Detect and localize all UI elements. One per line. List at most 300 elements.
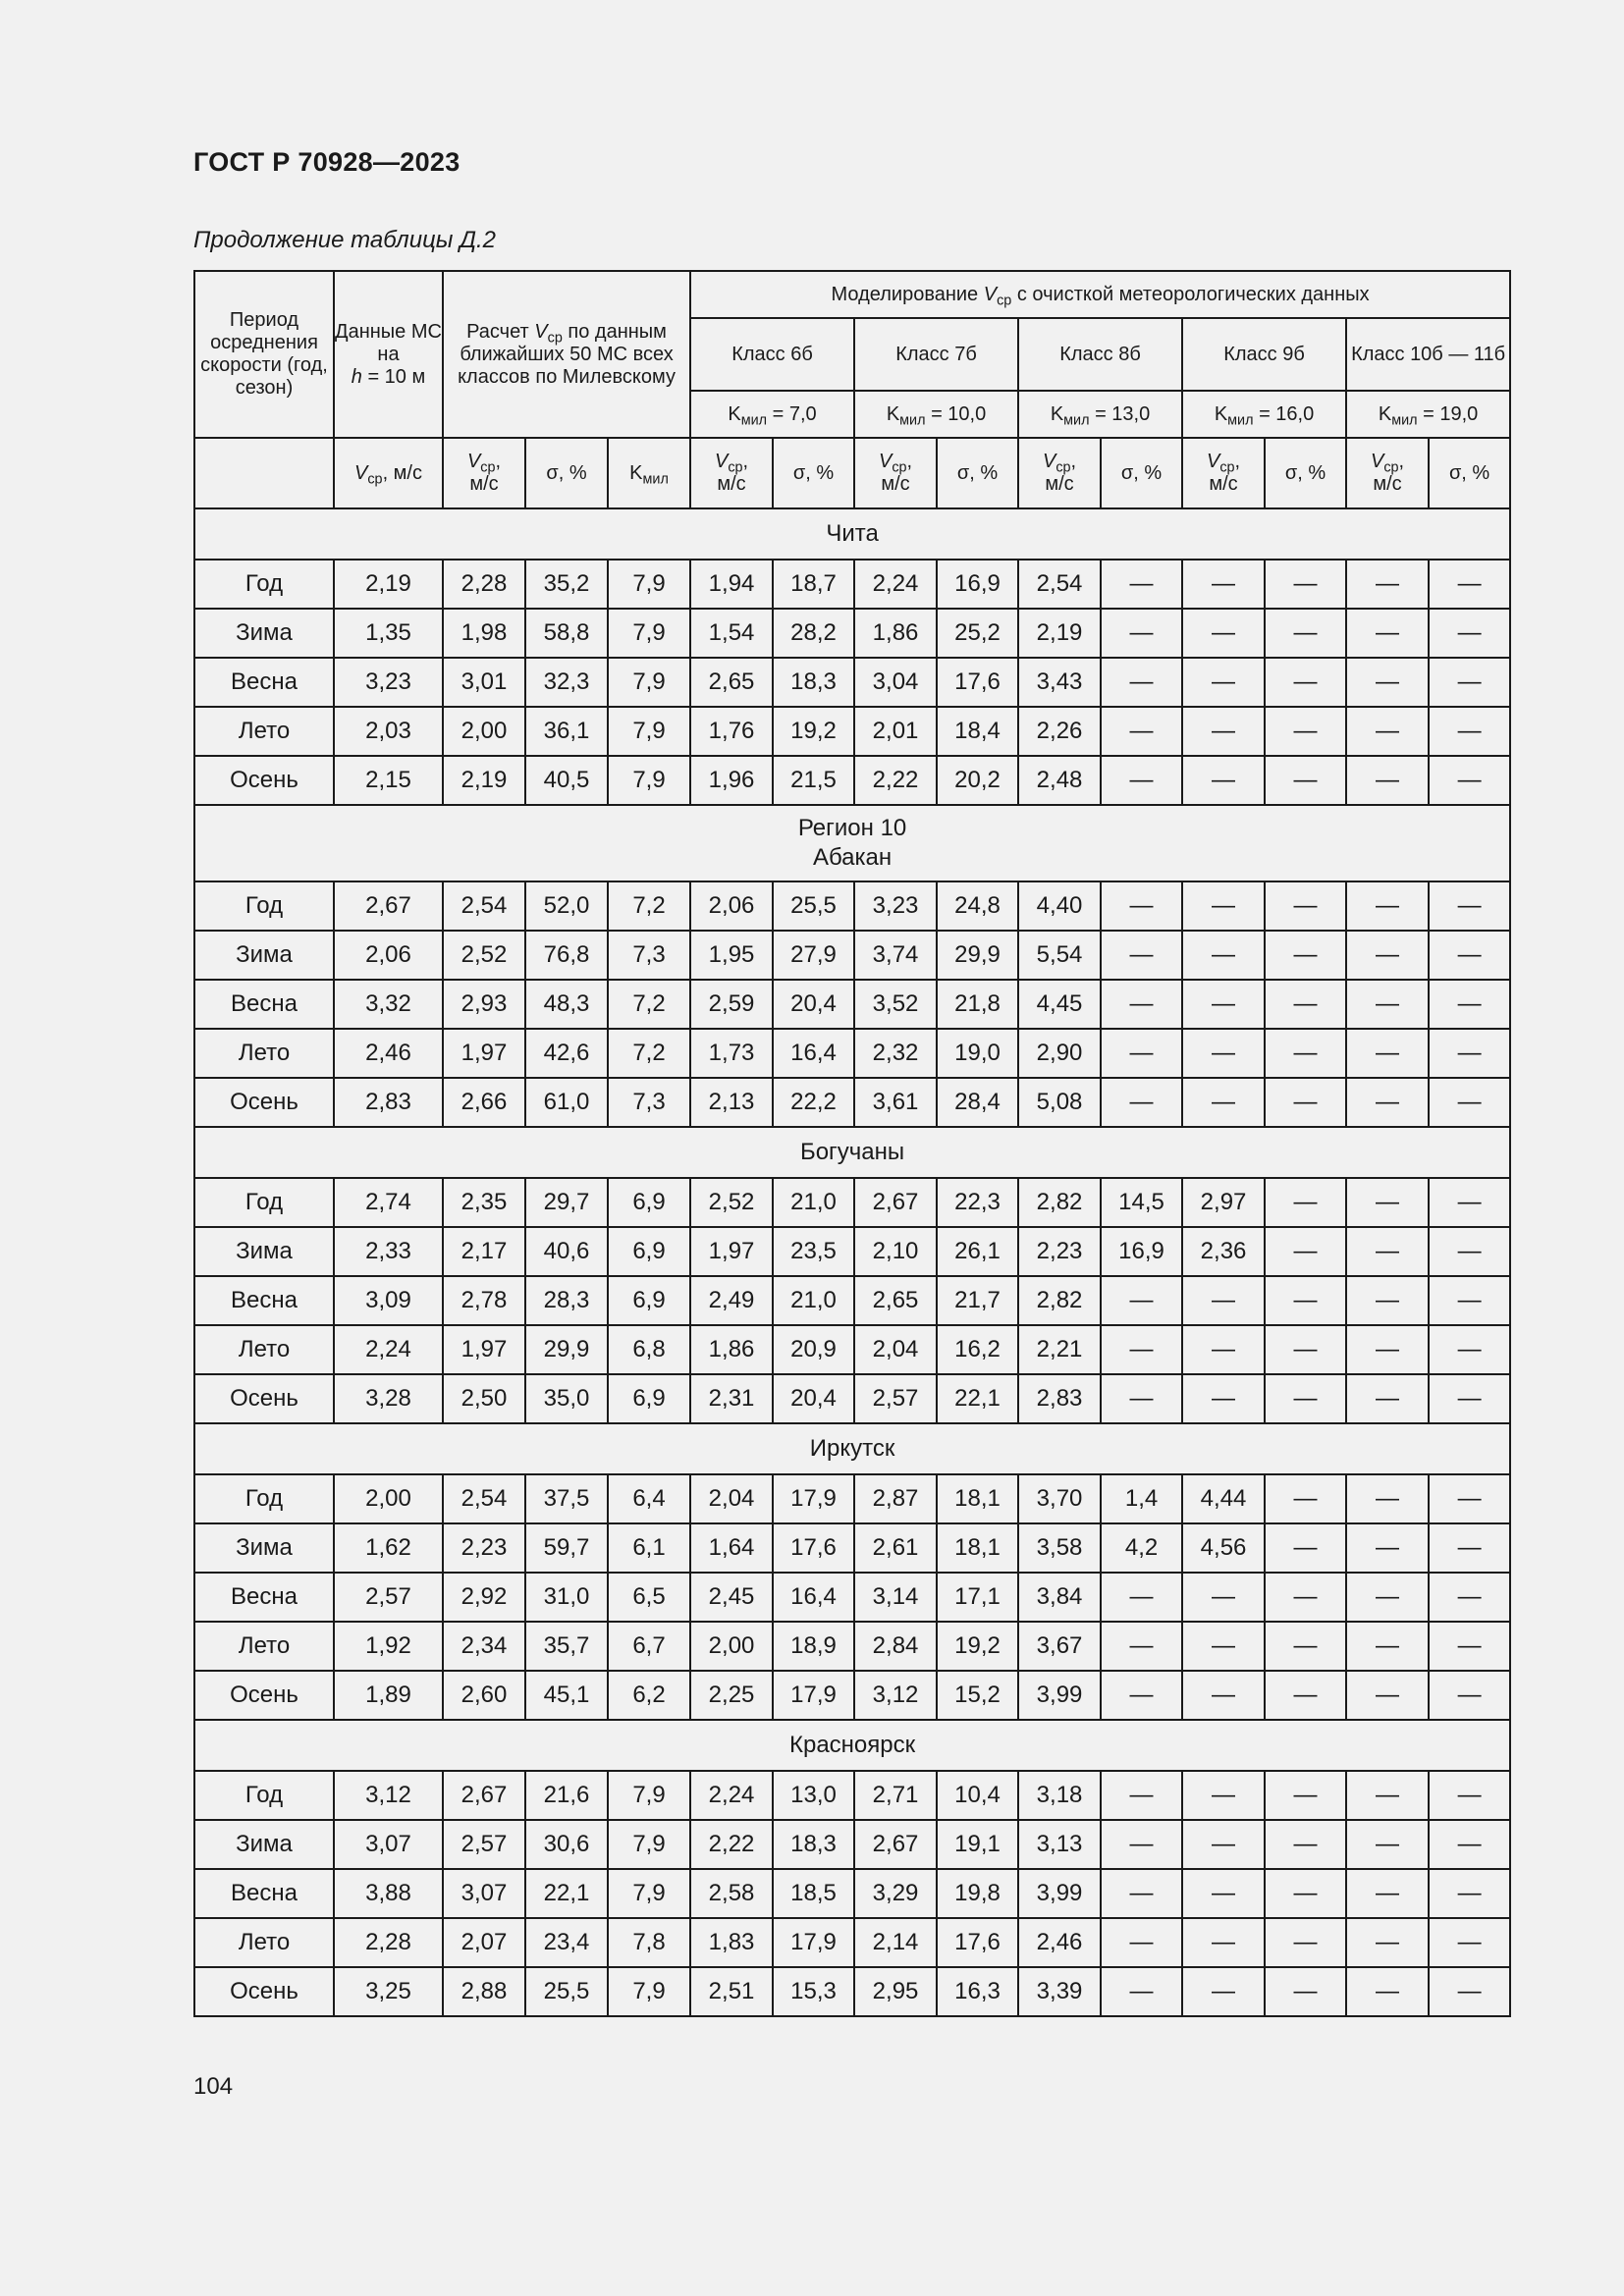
value-cell: 37,5 xyxy=(525,1474,608,1523)
value-cell: 2,67 xyxy=(334,881,443,931)
value-cell: 2,23 xyxy=(1018,1227,1101,1276)
header-ms-data: Данные МС на h = 10 м xyxy=(334,271,443,438)
value-cell: — xyxy=(1429,1474,1510,1523)
table-row xyxy=(194,756,1510,805)
value-cell: 76,8 xyxy=(525,931,608,980)
value-cell: 7,9 xyxy=(608,658,690,707)
value-cell: — xyxy=(1265,1474,1346,1523)
value-cell: — xyxy=(1429,1771,1510,1820)
value-cell: — xyxy=(1265,1918,1346,1967)
value-cell: 25,5 xyxy=(773,881,854,931)
value-cell: 3,01 xyxy=(443,658,525,707)
value-cell: 2,51 xyxy=(690,1967,773,2016)
value-cell: 2,83 xyxy=(334,1078,443,1127)
value-cell: — xyxy=(1265,1227,1346,1276)
value-cell: 2,50 xyxy=(443,1374,525,1423)
value-cell: — xyxy=(1346,1869,1429,1918)
header-class-6b: Класс 6б xyxy=(690,318,854,391)
value-cell: — xyxy=(1346,881,1429,931)
value-cell: 35,2 xyxy=(525,560,608,609)
value-cell: 16,9 xyxy=(1101,1227,1182,1276)
value-cell: — xyxy=(1182,609,1265,658)
value-cell: — xyxy=(1429,1671,1510,1720)
value-cell: — xyxy=(1346,1276,1429,1325)
value-cell: 29,7 xyxy=(525,1178,608,1227)
value-cell: 3,12 xyxy=(854,1671,937,1720)
value-cell: 40,6 xyxy=(525,1227,608,1276)
value-cell: — xyxy=(1101,1078,1182,1127)
value-cell: 2,95 xyxy=(854,1967,937,2016)
value-cell: — xyxy=(1346,1820,1429,1869)
value-cell: — xyxy=(1346,1178,1429,1227)
value-cell: — xyxy=(1265,1078,1346,1127)
value-cell: 3,07 xyxy=(334,1820,443,1869)
value-cell: 3,32 xyxy=(334,980,443,1029)
value-cell: 1,97 xyxy=(690,1227,773,1276)
value-cell: — xyxy=(1101,1771,1182,1820)
value-cell: 16,3 xyxy=(937,1967,1018,2016)
value-cell: 61,0 xyxy=(525,1078,608,1127)
value-cell: — xyxy=(1182,1869,1265,1918)
value-cell: 18,5 xyxy=(773,1869,854,1918)
value-cell: 17,6 xyxy=(773,1523,854,1573)
table-row xyxy=(194,1374,1510,1423)
value-cell: — xyxy=(1265,1523,1346,1573)
table-row xyxy=(194,707,1510,756)
value-cell: — xyxy=(1182,1374,1265,1423)
value-cell: — xyxy=(1182,1671,1265,1720)
value-cell: 23,5 xyxy=(773,1227,854,1276)
value-cell: — xyxy=(1101,1869,1182,1918)
value-cell: 6,7 xyxy=(608,1622,690,1671)
value-cell: 17,6 xyxy=(937,658,1018,707)
table-row xyxy=(194,1178,1510,1227)
value-cell: — xyxy=(1346,1227,1429,1276)
value-cell: 4,56 xyxy=(1182,1523,1265,1573)
value-cell: 18,9 xyxy=(773,1622,854,1671)
value-cell: — xyxy=(1101,881,1182,931)
value-cell: 19,2 xyxy=(937,1622,1018,1671)
value-cell: 2,35 xyxy=(443,1178,525,1227)
value-cell: 7,9 xyxy=(608,707,690,756)
value-cell: 16,4 xyxy=(773,1029,854,1078)
value-cell: 19,0 xyxy=(937,1029,1018,1078)
value-cell: 2,46 xyxy=(334,1029,443,1078)
value-cell: 2,82 xyxy=(1018,1276,1101,1325)
value-cell: — xyxy=(1429,1227,1510,1276)
value-cell: — xyxy=(1265,1029,1346,1078)
value-cell: — xyxy=(1429,1374,1510,1423)
value-cell: 3,12 xyxy=(334,1771,443,1820)
value-cell: — xyxy=(1182,707,1265,756)
value-cell: — xyxy=(1265,1178,1346,1227)
value-cell: 28,2 xyxy=(773,609,854,658)
value-cell: — xyxy=(1429,1967,1510,2016)
period-cell: Лето xyxy=(194,1622,334,1671)
value-cell: 20,9 xyxy=(773,1325,854,1374)
value-cell: 6,9 xyxy=(608,1276,690,1325)
header-kmil-10b: $K_{мил} = 19,0$ xyxy=(1346,391,1510,438)
value-cell: 22,1 xyxy=(937,1374,1018,1423)
value-cell: — xyxy=(1265,560,1346,609)
table-row xyxy=(194,1573,1510,1622)
value-cell: 3,52 xyxy=(854,980,937,1029)
section-title: Богучаны xyxy=(194,1127,1510,1178)
value-cell: 3,13 xyxy=(1018,1820,1101,1869)
value-cell: 7,2 xyxy=(608,980,690,1029)
table-row xyxy=(194,658,1510,707)
value-cell: 2,07 xyxy=(443,1918,525,1967)
document-standard-title: ГОСТ Р 70928—2023 xyxy=(193,147,460,177)
value-cell: — xyxy=(1182,1820,1265,1869)
value-cell: 4,2 xyxy=(1101,1523,1182,1573)
value-cell: 27,9 xyxy=(773,931,854,980)
header-v-9b: $V_{ср}$, м/с xyxy=(1182,438,1265,508)
value-cell: 2,19 xyxy=(1018,609,1101,658)
value-cell: 2,13 xyxy=(690,1078,773,1127)
value-cell: 17,9 xyxy=(773,1671,854,1720)
value-cell: 45,1 xyxy=(525,1671,608,1720)
value-cell: — xyxy=(1265,1622,1346,1671)
value-cell: 13,0 xyxy=(773,1771,854,1820)
value-cell: — xyxy=(1346,1671,1429,1720)
value-cell: — xyxy=(1182,1029,1265,1078)
value-cell: 2,36 xyxy=(1182,1227,1265,1276)
value-cell: 2,59 xyxy=(690,980,773,1029)
value-cell: 17,9 xyxy=(773,1918,854,1967)
period-cell: Осень xyxy=(194,1374,334,1423)
value-cell: — xyxy=(1265,931,1346,980)
value-cell: 6,9 xyxy=(608,1227,690,1276)
value-cell: — xyxy=(1429,881,1510,931)
value-cell: — xyxy=(1265,658,1346,707)
value-cell: 20,2 xyxy=(937,756,1018,805)
value-cell: 1,76 xyxy=(690,707,773,756)
value-cell: 31,0 xyxy=(525,1573,608,1622)
value-cell: — xyxy=(1182,1325,1265,1374)
value-cell: — xyxy=(1346,1078,1429,1127)
value-cell: — xyxy=(1265,1573,1346,1622)
header-class-7b: Класс 7б xyxy=(854,318,1018,391)
header-class-10b-11b: Класс 10б — 11б xyxy=(1346,318,1510,391)
value-cell: 2,54 xyxy=(443,1474,525,1523)
value-cell: — xyxy=(1101,1820,1182,1869)
value-cell: 29,9 xyxy=(937,931,1018,980)
value-cell: 2,74 xyxy=(334,1178,443,1227)
period-cell: Зима xyxy=(194,1820,334,1869)
value-cell: — xyxy=(1346,1029,1429,1078)
value-cell: 3,88 xyxy=(334,1869,443,1918)
value-cell: 7,9 xyxy=(608,756,690,805)
value-cell: — xyxy=(1429,1523,1510,1573)
value-cell: 6,8 xyxy=(608,1325,690,1374)
value-cell: 3,14 xyxy=(854,1573,937,1622)
value-cell: 28,4 xyxy=(937,1078,1018,1127)
period-cell: Зима xyxy=(194,1523,334,1573)
value-cell: 59,7 xyxy=(525,1523,608,1573)
header-sigma-6b: σ, % xyxy=(773,438,854,508)
value-cell: — xyxy=(1182,1573,1265,1622)
value-cell: 4,45 xyxy=(1018,980,1101,1029)
header-calc-milevsky: Расчет $V_{ср}$ по данным ближайших 50 МС всех классов по Милевскому xyxy=(443,271,690,438)
value-cell: — xyxy=(1182,931,1265,980)
period-cell: Зима xyxy=(194,609,334,658)
value-cell: — xyxy=(1101,1276,1182,1325)
value-cell: — xyxy=(1429,931,1510,980)
value-cell: 2,65 xyxy=(690,658,773,707)
value-cell: 2,97 xyxy=(1182,1178,1265,1227)
value-cell: — xyxy=(1429,1276,1510,1325)
value-cell: 7,2 xyxy=(608,1029,690,1078)
value-cell: — xyxy=(1265,1325,1346,1374)
value-cell: 2,46 xyxy=(1018,1918,1101,1967)
value-cell: 1,97 xyxy=(443,1325,525,1374)
value-cell: — xyxy=(1346,756,1429,805)
value-cell: 21,8 xyxy=(937,980,1018,1029)
value-cell: — xyxy=(1346,980,1429,1029)
header-period: Период осреднения скорости (год, сезон) xyxy=(194,271,334,438)
value-cell: — xyxy=(1346,1622,1429,1671)
value-cell: 2,61 xyxy=(854,1523,937,1573)
value-cell: 2,52 xyxy=(443,931,525,980)
header-modeling: Моделирование $V_{ср}$ с очисткой метеорологических данных xyxy=(690,271,1510,318)
value-cell: — xyxy=(1265,1374,1346,1423)
value-cell: — xyxy=(1346,609,1429,658)
value-cell: 2,93 xyxy=(443,980,525,1029)
value-cell: 2,52 xyxy=(690,1178,773,1227)
table-body xyxy=(194,508,1510,2016)
value-cell: — xyxy=(1265,1869,1346,1918)
value-cell: 2,78 xyxy=(443,1276,525,1325)
header-k-calc: $K_{мил}$ xyxy=(608,438,690,508)
period-cell: Зима xyxy=(194,1227,334,1276)
header-v-10b: $V_{ср}$, м/с xyxy=(1346,438,1429,508)
value-cell: — xyxy=(1101,707,1182,756)
value-cell: 40,5 xyxy=(525,756,608,805)
value-cell: 1,97 xyxy=(443,1029,525,1078)
value-cell: — xyxy=(1429,1029,1510,1078)
value-cell: 2,67 xyxy=(854,1178,937,1227)
value-cell: 1,92 xyxy=(334,1622,443,1671)
wind-speed-table xyxy=(193,270,1511,2017)
value-cell: — xyxy=(1265,609,1346,658)
value-cell: 16,2 xyxy=(937,1325,1018,1374)
value-cell: — xyxy=(1101,1967,1182,2016)
value-cell: 7,9 xyxy=(608,1967,690,2016)
period-cell: Осень xyxy=(194,1671,334,1720)
value-cell: — xyxy=(1429,1078,1510,1127)
value-cell: 20,4 xyxy=(773,980,854,1029)
value-cell: 2,28 xyxy=(334,1918,443,1967)
value-cell: 21,6 xyxy=(525,1771,608,1820)
value-cell: 3,18 xyxy=(1018,1771,1101,1820)
value-cell: 1,73 xyxy=(690,1029,773,1078)
value-cell: — xyxy=(1346,931,1429,980)
value-cell: 2,54 xyxy=(443,881,525,931)
value-cell: 2,60 xyxy=(443,1671,525,1720)
value-cell: — xyxy=(1429,1325,1510,1374)
value-cell: 2,67 xyxy=(854,1820,937,1869)
value-cell: — xyxy=(1101,1573,1182,1622)
value-cell: 19,1 xyxy=(937,1820,1018,1869)
value-cell: — xyxy=(1429,1820,1510,1869)
value-cell: 3,23 xyxy=(334,658,443,707)
value-cell: 1,62 xyxy=(334,1523,443,1573)
value-cell: 2,32 xyxy=(854,1029,937,1078)
value-cell: 6,9 xyxy=(608,1178,690,1227)
value-cell: 1,94 xyxy=(690,560,773,609)
table-row xyxy=(194,1918,1510,1967)
table-row xyxy=(194,609,1510,658)
value-cell: 2,19 xyxy=(443,756,525,805)
value-cell: 14,5 xyxy=(1101,1178,1182,1227)
value-cell: 18,3 xyxy=(773,658,854,707)
value-cell: 2,83 xyxy=(1018,1374,1101,1423)
value-cell: — xyxy=(1265,881,1346,931)
value-cell: — xyxy=(1346,1918,1429,1967)
value-cell: — xyxy=(1182,1078,1265,1127)
value-cell: 2,58 xyxy=(690,1869,773,1918)
table-row xyxy=(194,1967,1510,2016)
value-cell: — xyxy=(1346,1474,1429,1523)
value-cell: 2,65 xyxy=(854,1276,937,1325)
value-cell: 2,06 xyxy=(690,881,773,931)
header-kmil-8b: $K_{мил} = 13,0$ xyxy=(1018,391,1182,438)
value-cell: — xyxy=(1346,560,1429,609)
value-cell: 4,40 xyxy=(1018,881,1101,931)
value-cell: 3,09 xyxy=(334,1276,443,1325)
value-cell: 1,54 xyxy=(690,609,773,658)
table-row xyxy=(194,1029,1510,1078)
value-cell: — xyxy=(1101,1671,1182,1720)
table-row xyxy=(194,1078,1510,1127)
value-cell: 7,9 xyxy=(608,1820,690,1869)
value-cell: — xyxy=(1101,658,1182,707)
page-number: 104 xyxy=(193,2073,234,2100)
value-cell: — xyxy=(1429,980,1510,1029)
value-cell: 7,3 xyxy=(608,931,690,980)
table-row xyxy=(194,560,1510,609)
value-cell: 3,23 xyxy=(854,881,937,931)
period-cell: Осень xyxy=(194,1078,334,1127)
value-cell: 2,22 xyxy=(690,1820,773,1869)
value-cell: 3,25 xyxy=(334,1967,443,2016)
period-cell: Год xyxy=(194,881,334,931)
value-cell: 2,24 xyxy=(854,560,937,609)
value-cell: — xyxy=(1346,1523,1429,1573)
value-cell: — xyxy=(1101,609,1182,658)
value-cell: — xyxy=(1182,980,1265,1029)
value-cell: 3,74 xyxy=(854,931,937,980)
table-row xyxy=(194,1622,1510,1671)
value-cell: 2,22 xyxy=(854,756,937,805)
value-cell: — xyxy=(1265,1967,1346,2016)
value-cell: 2,04 xyxy=(690,1474,773,1523)
value-cell: 21,0 xyxy=(773,1276,854,1325)
header-v-ms: $V_{ср}$, м/с xyxy=(334,438,443,508)
value-cell: — xyxy=(1265,756,1346,805)
value-cell: 7,3 xyxy=(608,1078,690,1127)
value-cell: 1,86 xyxy=(690,1325,773,1374)
period-cell: Весна xyxy=(194,1869,334,1918)
section-title: Красноярск xyxy=(194,1720,1510,1771)
value-cell: 19,2 xyxy=(773,707,854,756)
value-cell: 22,3 xyxy=(937,1178,1018,1227)
value-cell: 35,7 xyxy=(525,1622,608,1671)
value-cell: 7,2 xyxy=(608,881,690,931)
value-cell: 1,86 xyxy=(854,609,937,658)
value-cell: 10,4 xyxy=(937,1771,1018,1820)
value-cell: 21,5 xyxy=(773,756,854,805)
header-v-7b: $V_{ср}$, м/с xyxy=(854,438,937,508)
value-cell: — xyxy=(1429,756,1510,805)
value-cell: 2,88 xyxy=(443,1967,525,2016)
value-cell: 19,8 xyxy=(937,1869,1018,1918)
value-cell: 17,6 xyxy=(937,1918,1018,1967)
value-cell: — xyxy=(1182,756,1265,805)
value-cell: 7,9 xyxy=(608,1869,690,1918)
value-cell: 7,9 xyxy=(608,609,690,658)
period-cell: Год xyxy=(194,1178,334,1227)
value-cell: 3,07 xyxy=(443,1869,525,1918)
period-cell: Лето xyxy=(194,1918,334,1967)
header-empty-period xyxy=(194,438,334,508)
value-cell: — xyxy=(1101,931,1182,980)
value-cell: — xyxy=(1429,1869,1510,1918)
value-cell: 16,4 xyxy=(773,1573,854,1622)
value-cell: — xyxy=(1346,1967,1429,2016)
value-cell: 7,9 xyxy=(608,560,690,609)
value-cell: 21,0 xyxy=(773,1178,854,1227)
value-cell: 6,2 xyxy=(608,1671,690,1720)
value-cell: — xyxy=(1429,707,1510,756)
value-cell: 25,2 xyxy=(937,609,1018,658)
table-row xyxy=(194,1325,1510,1374)
value-cell: — xyxy=(1265,1771,1346,1820)
value-cell: 2,19 xyxy=(334,560,443,609)
value-cell: 2,25 xyxy=(690,1671,773,1720)
period-cell: Весна xyxy=(194,1276,334,1325)
value-cell: 4,44 xyxy=(1182,1474,1265,1523)
value-cell: — xyxy=(1346,1573,1429,1622)
value-cell: 2,57 xyxy=(443,1820,525,1869)
period-cell: Лето xyxy=(194,1325,334,1374)
value-cell: 1,64 xyxy=(690,1523,773,1573)
period-cell: Год xyxy=(194,1474,334,1523)
header-sigma-9b: σ, % xyxy=(1265,438,1346,508)
table-row xyxy=(194,980,1510,1029)
value-cell: 18,7 xyxy=(773,560,854,609)
value-cell: 1,4 xyxy=(1101,1474,1182,1523)
value-cell: 22,2 xyxy=(773,1078,854,1127)
value-cell: 24,8 xyxy=(937,881,1018,931)
value-cell: — xyxy=(1429,1573,1510,1622)
value-cell: — xyxy=(1101,756,1182,805)
value-cell: 5,54 xyxy=(1018,931,1101,980)
table-row xyxy=(194,931,1510,980)
value-cell: 1,95 xyxy=(690,931,773,980)
value-cell: 2,57 xyxy=(854,1374,937,1423)
value-cell: 18,1 xyxy=(937,1474,1018,1523)
value-cell: — xyxy=(1346,1771,1429,1820)
value-cell: 21,7 xyxy=(937,1276,1018,1325)
header-sigma-8b: σ, % xyxy=(1101,438,1182,508)
table-row xyxy=(194,1820,1510,1869)
value-cell: 3,70 xyxy=(1018,1474,1101,1523)
value-cell: 2,15 xyxy=(334,756,443,805)
value-cell: 36,1 xyxy=(525,707,608,756)
value-cell: 6,5 xyxy=(608,1573,690,1622)
